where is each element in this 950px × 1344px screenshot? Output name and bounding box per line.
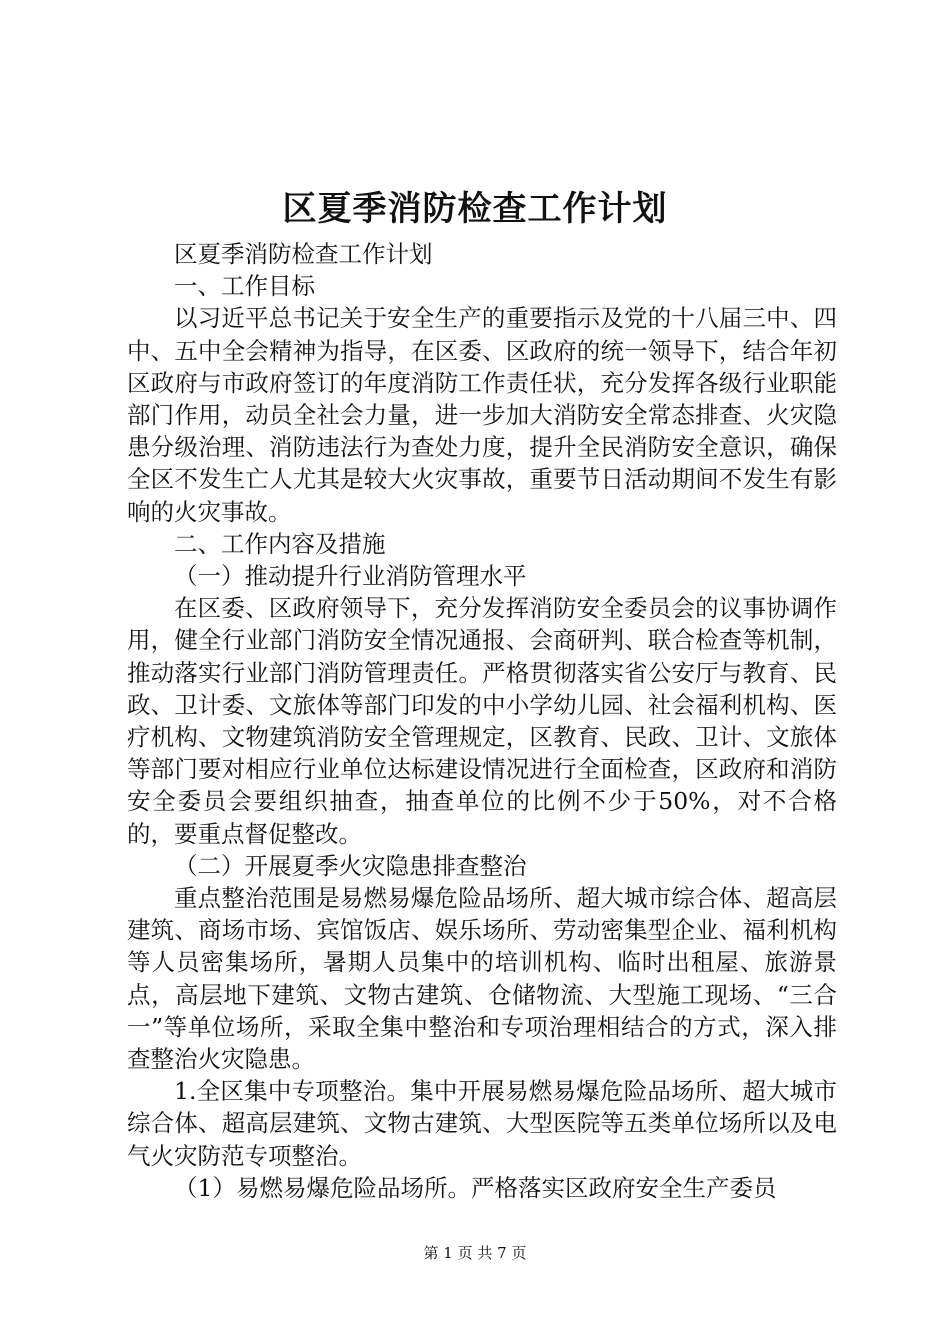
document-body (127, 238, 837, 1204)
section-heading-goals: 一、工作目标 (174, 272, 315, 301)
paragraph-hazard-scope: 重点整治范围是易燃易爆危险品场所、超大城市综合体、超高层建筑、商场市场、宾馆饭店、娱乐场所、劳动密集型企业、福利机构等人员密集场所，暑期人员集中的培训机构、临时出租屋、旅游景点，高层地下建筑、文物古建筑、仓储物流、大型施工现场、“三合一”等单位场所，采取全集中整治和专项治理相结合的方式，深入排查整治火灾隐患。 (127, 884, 837, 1074)
paragraph-management: 在区委、区政府领导下，充分发挥消防安全委员会的议事协调作用，健全行业部门消防安全情况通报、会商研判、联合检查等机制，推动落实行业部门消防管理责任。严格贯彻落实省公安厅与教育、民政、卫计委、文旅体等部门印发的中小学幼儿园、社会福利机构、医疗机构、文物建筑消防安全管理规定，区教育、民政、卫计、文旅体等部门要对相应行业单位达标建设情况进行全面检查，区政府和消防安全委员会要组织抽查，抽查单位的比例不少于50%，对不合格的，要重点督促整改。 (127, 594, 837, 848)
subsection-heading-2: （二）开展夏季火灾隐患排查整治 (174, 851, 527, 880)
section-heading-measures: 二、工作内容及措施 (174, 529, 386, 558)
document-title: 区夏季消防检查工作计划 (282, 189, 668, 229)
paragraph-goals: 以习近平总书记关于安全生产的重要指示及党的十八届三中、四中、五中全会精神为指导，在区委、区政府的统一领导下，结合年初区政府与市政府签订的年度消防工作责任状，充分发挥各级行业职能部门作用，动员全社会力量，进一步加大消防安全常态排查、火灾隐患分级治理、消防违法行为查处力度，提升全民消防安全意识，确保全区不发生亡人尤其是较大火灾事故，重要节日活动期间不发生有影响的火灾事故。 (127, 304, 837, 526)
page-footer: 第 1 页 共 7 页 (423, 1244, 527, 1262)
paragraph-heading-repeat: 区夏季消防检查工作计划 (174, 240, 433, 268)
paragraph-item-1-1: （1）易燃易爆危险品场所。严格落实区政府安全生产委员 (174, 1173, 777, 1202)
subsection-heading-1: （一）推动提升行业消防管理水平 (174, 562, 527, 591)
paragraph-item-1: 1.全区集中专项整治。集中开展易燃易爆危险品场所、超大城市综合体、超高层建筑、文物古建筑、大型医院等五类单位场所以及电气火灾防范专项整治。 (127, 1077, 837, 1170)
